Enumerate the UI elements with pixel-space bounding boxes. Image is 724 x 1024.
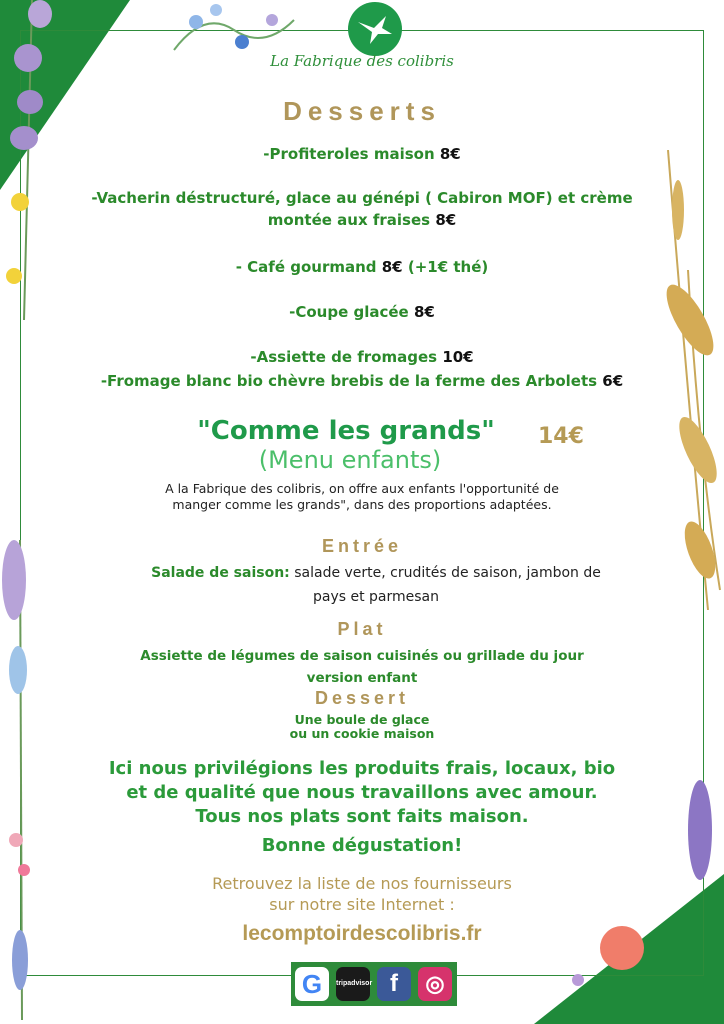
- desserts-title: Desserts: [283, 96, 441, 126]
- website-link[interactable]: lecomptoirdescolibris.fr: [242, 922, 482, 945]
- dessert-item-fromages: [0, 346, 724, 368]
- facebook-icon[interactable]: f: [377, 967, 411, 1001]
- entree-description: [14, 561, 724, 609]
- social-icons-bar: [291, 962, 457, 1006]
- instagram-icon[interactable]: ◎: [418, 967, 452, 1001]
- dessert-item-coupe-glacee: [0, 301, 724, 323]
- suppliers-line: sur notre site Internet :: [269, 895, 455, 914]
- brand-name: La Fabrique des colibris: [270, 52, 454, 70]
- greeting: Bonne dégustation!: [261, 835, 463, 856]
- entree-label: Salade de saison:: [151, 565, 290, 581]
- statement-line: et de qualité que nous travaillons avec amour.: [126, 782, 598, 803]
- hummingbird-logo-icon: [348, 2, 402, 56]
- item-price: 8€: [381, 258, 403, 276]
- dessert-item-vacherin: [0, 187, 724, 231]
- dessert-item-fromage-blanc: [0, 370, 724, 392]
- suppliers-note: [0, 873, 724, 915]
- dessert-description: [0, 713, 724, 741]
- dessert-title: Dessert: [314, 688, 410, 708]
- item-price: 10€: [442, 348, 474, 366]
- item-price: 8€: [413, 303, 435, 321]
- entree-text: salade verte, crudités de saison, jambon de: [289, 565, 601, 581]
- item-name-continued: montée aux fraises: [267, 211, 431, 229]
- suppliers-line: Retrouvez la liste de nos fournisseurs: [212, 874, 512, 893]
- plat-line: version enfant: [306, 670, 418, 686]
- item-name: -Assiette de fromages: [250, 348, 438, 366]
- kids-menu-subtitle: (Menu enfants): [258, 446, 442, 474]
- item-name: -Profiteroles maison: [263, 145, 435, 163]
- plat-title: Plat: [337, 619, 387, 639]
- dessert-line: ou un cookie maison: [289, 726, 435, 741]
- entree-text-continued: pays et parmesan: [312, 589, 440, 605]
- kids-menu-description: [0, 481, 724, 513]
- tripadvisor-icon[interactable]: tripadvisor: [336, 967, 370, 1001]
- quality-statement: [0, 757, 724, 829]
- plat-description: [0, 645, 724, 689]
- item-name: -Coupe glacée: [289, 303, 409, 321]
- item-name: -Vacherin déstructuré, glace au génépi ( Cabiron MOF) et crème: [91, 189, 633, 207]
- item-price: 8€: [435, 211, 457, 229]
- description-line: manger comme les grands", dans des proportions adaptées.: [172, 497, 552, 512]
- blue-flowers-icon: [164, 0, 304, 52]
- kids-menu-title: "Comme les grands": [197, 416, 495, 446]
- item-name: - Café gourmand: [235, 258, 377, 276]
- entree-title: Entrée: [321, 536, 403, 556]
- statement-line: Tous nos plats sont faits maison.: [195, 806, 529, 827]
- item-name: -Fromage blanc bio chèvre brebis de la ferme des Arbolets: [100, 372, 598, 390]
- item-extra: (+1€ thé): [407, 258, 489, 276]
- dessert-item-profiteroles: [0, 143, 724, 165]
- item-price: 6€: [602, 372, 624, 390]
- plat-line: Assiette de légumes de saison cuisinés ou grillade du jour: [140, 648, 584, 664]
- statement-line: Ici nous privilégions les produits frais, locaux, bio: [108, 758, 616, 779]
- dessert-line: Une boule de glace: [294, 712, 430, 727]
- kids-menu-price: 14€: [538, 424, 584, 449]
- item-price: 8€: [439, 145, 461, 163]
- dessert-item-cafe-gourmand: [0, 256, 724, 278]
- description-line: A la Fabrique des colibris, on offre aux enfants l'opportunité de: [165, 481, 559, 496]
- google-icon[interactable]: G: [295, 967, 329, 1001]
